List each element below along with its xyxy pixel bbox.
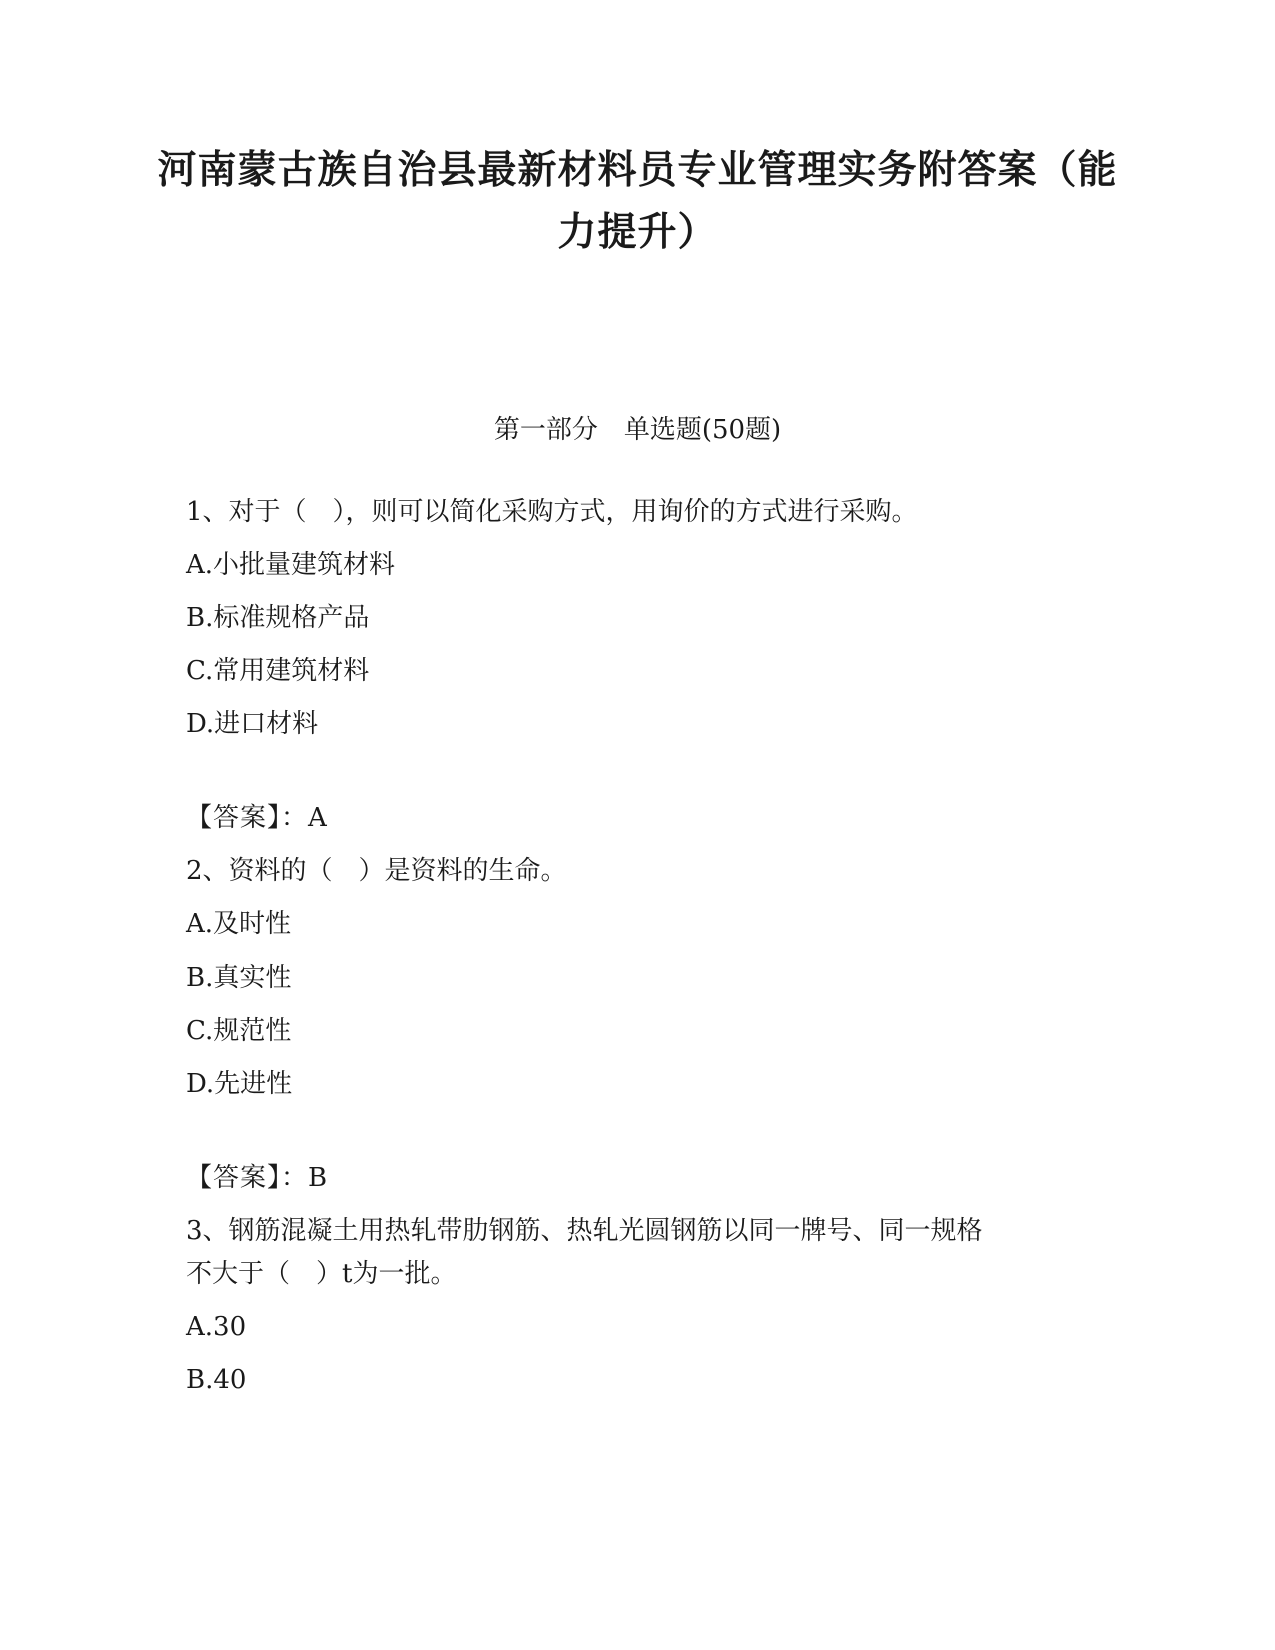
question-2-stem: 2、资料的（ ）是资料的生命。 [186, 856, 567, 886]
question-1-option-d: D.进口材料 [186, 709, 319, 739]
question-3-stem-line-2: 不大于（ ）t为一批。 [186, 1259, 457, 1289]
question-1-answer: 【答案】：A [186, 803, 328, 833]
question-3-option-b: B.40 [186, 1365, 247, 1395]
question-2-option-b: B.真实性 [186, 963, 292, 993]
question-1-option-b: B.标准规格产品 [186, 603, 370, 633]
document-title: 河南蒙古族自治县最新材料员专业管理实务附答案（能力提升） [157, 148, 1118, 255]
question-1-option-a: A.小批量建筑材料 [186, 550, 396, 580]
question-3-option-a: A.30 [186, 1312, 247, 1342]
section-heading: 第一部分 单选题(50题) [493, 415, 782, 445]
question-3-stem-line-1: 3、钢筋混凝土用热轧带肋钢筋、热轧光圆钢筋以同一牌号、同一规格 [186, 1216, 983, 1246]
question-1-option-c: C.常用建筑材料 [186, 656, 370, 686]
question-2-answer: 【答案】：B [186, 1163, 329, 1193]
question-2-option-a: A.及时性 [186, 909, 292, 939]
question-2-option-c: C.规范性 [186, 1016, 292, 1046]
question-1-stem: 1、对于（ ），则可以简化采购方式，用询价的方式进行采购。 [186, 497, 918, 527]
question-2-option-d: D.先进性 [186, 1069, 293, 1099]
